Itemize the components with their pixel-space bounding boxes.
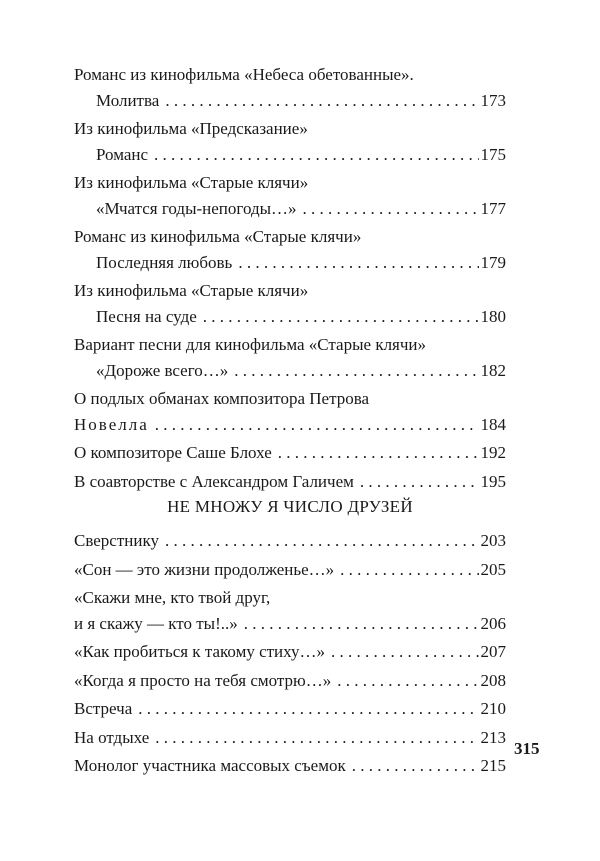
toc-entry — [74, 440, 506, 466]
leader-dots — [155, 725, 478, 751]
page-folio-number: 315 — [514, 739, 540, 758]
leader-dots — [331, 639, 478, 665]
page-number: 203 — [480, 531, 506, 550]
page-number: 213 — [480, 727, 506, 747]
entry-row — [74, 528, 506, 554]
toc-entry — [74, 170, 506, 221]
entry-title: Сверстнику — [74, 531, 159, 550]
page-number: 175 — [480, 144, 506, 164]
page-number: 192 — [480, 443, 506, 462]
entry-row — [74, 611, 506, 637]
entry-title: «Как пробиться к такому стиху…» — [74, 642, 326, 661]
leader-dots — [303, 196, 479, 222]
toc-entry — [74, 696, 506, 722]
toc-entry — [74, 116, 506, 167]
page-number: 173 — [480, 90, 506, 110]
entry-title: «Когда я просто на тебя смотрю…» — [74, 670, 332, 690]
toc-entry — [74, 668, 506, 694]
entry-title: Новелла — [74, 414, 149, 434]
entry-row — [74, 142, 506, 168]
leader-dots — [165, 88, 478, 114]
entry-lead-line: Из кинофильма «Старые клячи» — [74, 281, 309, 300]
entry-title: Песня на суде — [96, 306, 197, 326]
entry-title: Последняя любовь — [96, 252, 233, 272]
leader-dots — [244, 611, 479, 637]
toc-entry — [74, 557, 506, 583]
page-number: 206 — [480, 613, 506, 633]
toc-entry — [74, 585, 506, 636]
entry-title: В соавторстве с Александром Галичем — [74, 471, 354, 491]
page-number: 179 — [480, 252, 506, 272]
leader-dots — [352, 753, 479, 779]
toc-entry — [74, 224, 506, 275]
entry-row — [74, 469, 506, 495]
toc-entry — [74, 528, 506, 554]
page-number: 180 — [480, 306, 506, 326]
page-number: 182 — [480, 360, 506, 380]
entry-row — [74, 88, 506, 114]
leader-dots — [238, 250, 478, 276]
leader-dots — [278, 440, 479, 466]
page-number: 177 — [480, 198, 506, 218]
entry-title: Молитва — [96, 90, 160, 110]
entry-row — [74, 304, 506, 330]
entry-title: «Сон — это жизни продолженье…» — [74, 559, 335, 579]
entry-lead-line: Из кинофильма «Предсказание» — [74, 119, 308, 138]
entry-title: Монолог участника массовых съемок — [74, 756, 346, 775]
page-number: 208 — [480, 670, 506, 690]
entry-row — [74, 412, 506, 438]
entry-title: «Мчатся годы-непогоды…» — [96, 198, 297, 218]
entry-row — [74, 668, 506, 694]
entry-lead-line: Вариант песни для кинофильма «Старые клячи» — [74, 335, 427, 354]
page-number: 207 — [480, 642, 506, 661]
toc-entry — [74, 386, 506, 437]
leader-dots — [340, 557, 478, 583]
toc-entry — [74, 62, 506, 113]
entry-row — [74, 725, 506, 751]
leader-dots — [154, 142, 478, 168]
entry-lead-line: «Скажи мне, кто твой друг, — [74, 588, 271, 607]
entry-row — [74, 196, 506, 222]
entry-lead-line: Из кинофильма «Старые клячи» — [74, 173, 309, 192]
entry-lead-line: Романс из кинофильма «Старые клячи» — [74, 227, 362, 246]
entry-row — [74, 358, 506, 384]
entry-row — [74, 639, 506, 665]
page-number: 215 — [480, 756, 506, 775]
toc-entry — [74, 332, 506, 383]
page-number: 210 — [480, 699, 506, 718]
entry-lead-line: О подлых обманах композитора Петрова — [74, 389, 370, 408]
entry-row — [74, 696, 506, 722]
leader-dots — [337, 668, 478, 694]
toc-entry — [74, 725, 506, 751]
entry-title: «Дороже всего…» — [96, 360, 229, 380]
page-number: 205 — [480, 559, 506, 579]
leader-dots — [138, 696, 478, 722]
toc-part-2 — [74, 528, 506, 779]
entry-title: и я скажу — кто ты!..» — [74, 613, 238, 633]
leader-dots — [203, 304, 479, 330]
leader-dots — [165, 528, 479, 554]
entry-title: О композиторе Саше Блохе — [74, 443, 272, 462]
entry-row — [74, 250, 506, 276]
entry-title: Романс — [96, 144, 149, 164]
entry-row — [74, 557, 506, 583]
entry-title: Встреча — [74, 699, 133, 718]
toc-entry — [74, 278, 506, 329]
toc-part-1 — [74, 62, 506, 494]
entry-title: На отдыхе — [74, 727, 150, 747]
entry-lead-line: Романс из кинофильма «Небеса обетованные». — [74, 65, 414, 84]
leader-dots — [360, 469, 479, 495]
page-number: 195 — [480, 471, 506, 491]
section-heading: НЕ МНОЖУ Я ЧИСЛО ДРУЗЕЙ — [167, 497, 413, 516]
entry-row — [74, 753, 506, 779]
toc-entry — [74, 639, 506, 665]
toc-entry — [74, 469, 506, 495]
toc-entry — [74, 753, 506, 779]
page-number: 184 — [480, 414, 506, 434]
leader-dots — [234, 358, 478, 384]
leader-dots — [155, 412, 479, 438]
entry-row — [74, 440, 506, 466]
